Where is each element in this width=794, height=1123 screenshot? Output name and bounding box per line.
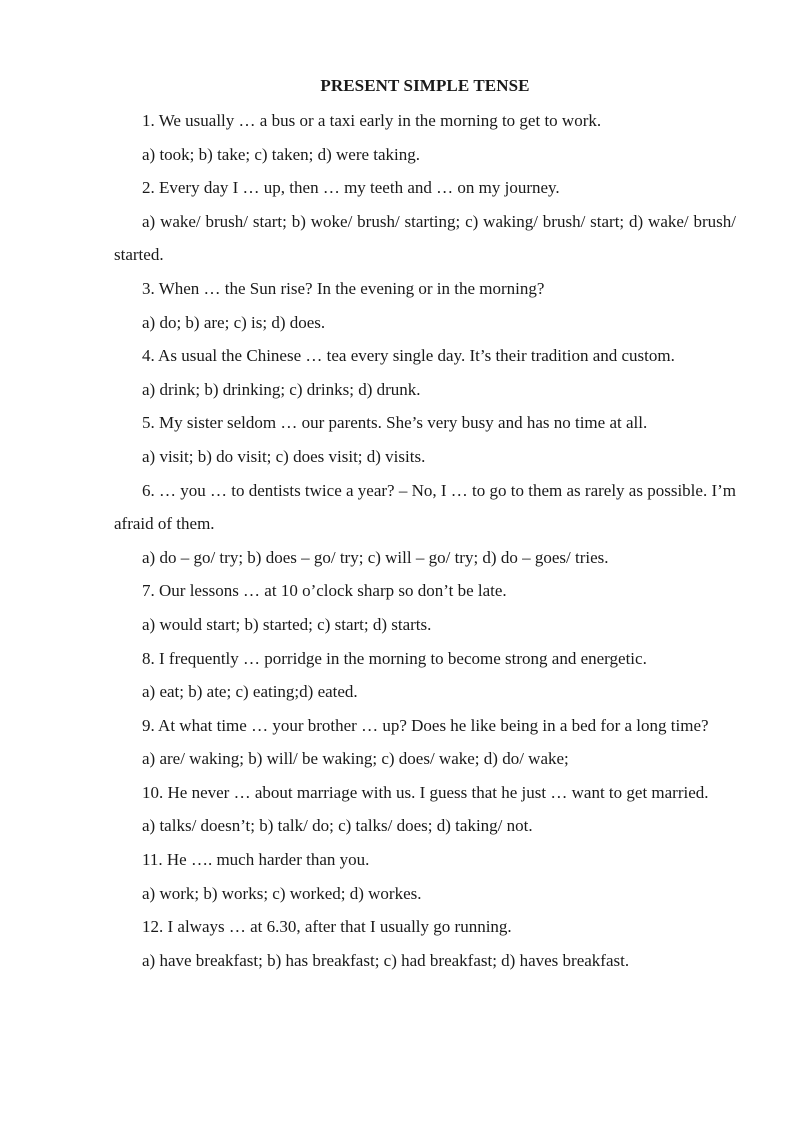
answer-options-1: a) took; b) take; c) taken; d) were taking. (142, 144, 421, 164)
page-title: PRESENT SIMPLE TENSE (320, 76, 530, 95)
question-10: 10. He never … about marriage with us. I guess that he just … want to get married. (142, 782, 709, 802)
question-1: 1. We usually … a bus or a taxi early in the morning to get to work. (142, 111, 602, 130)
answer-options-3: a) do; b) are; c) is; d) does. (142, 312, 326, 332)
question-7: 7. Our lessons … at 10 o’clock sharp so don’t be late. (142, 581, 507, 601)
question-6: 6. … you … to dentists twice a year? – No, I … to go to them as rarely as possible. I’m afraid of them. (114, 480, 736, 534)
answer-options-2: a) wake/ brush/ start; b) woke/ brush/ starting; c) waking/ brush/ start; d) wake/ brush/ started. (114, 211, 736, 265)
answer-options-11: a) work; b) works; c) worked; d) workes. (142, 883, 422, 903)
answer-options-6: a) do – go/ try; b) does – go/ try; c) will – go/ try; d) do – goes/ tries. (142, 547, 609, 567)
answer-options-8: a) eat; b) ate; c) eating;d) eated. (142, 682, 358, 702)
question-8: 8. I frequently … porridge in the morning to become strong and energetic. (142, 648, 647, 668)
answer-options-4: a) drink; b) drinking; c) drinks; d) drunk. (142, 379, 421, 399)
answer-options-5: a) visit; b) do visit; c) does visit; d) visits. (142, 446, 426, 466)
exercise-list (114, 104, 736, 977)
question-9: 9. At what time … your brother … up? Does he like being in a bed for a long time? (142, 715, 709, 735)
question-3: 3. When … the Sun rise? In the evening or in the morning? (142, 278, 545, 298)
question-12: 12. I always … at 6.30, after that I usually go running. (142, 917, 512, 937)
answer-options-7: a) would start; b) started; c) start; d) starts. (142, 614, 432, 634)
question-4: 4. As usual the Chinese … tea every single day. It’s their tradition and custom. (142, 346, 675, 366)
question-5: 5. My sister seldom … our parents. She’s very busy and has no time at all. (142, 413, 648, 433)
answer-options-12: a) have breakfast; b) has breakfast; c) had breakfast; d) haves breakfast. (142, 950, 630, 970)
answer-options-10: a) talks/ doesn’t; b) talk/ do; c) talks/ does; d) taking/ not. (142, 816, 533, 836)
answer-options-9: a) are/ waking; b) will/ be waking; c) does/ wake; d) do/ wake; (142, 749, 569, 769)
question-11: 11. He …. much harder than you. (142, 850, 370, 870)
question-2: 2. Every day I … up, then … my teeth and … on my journey. (142, 178, 560, 198)
